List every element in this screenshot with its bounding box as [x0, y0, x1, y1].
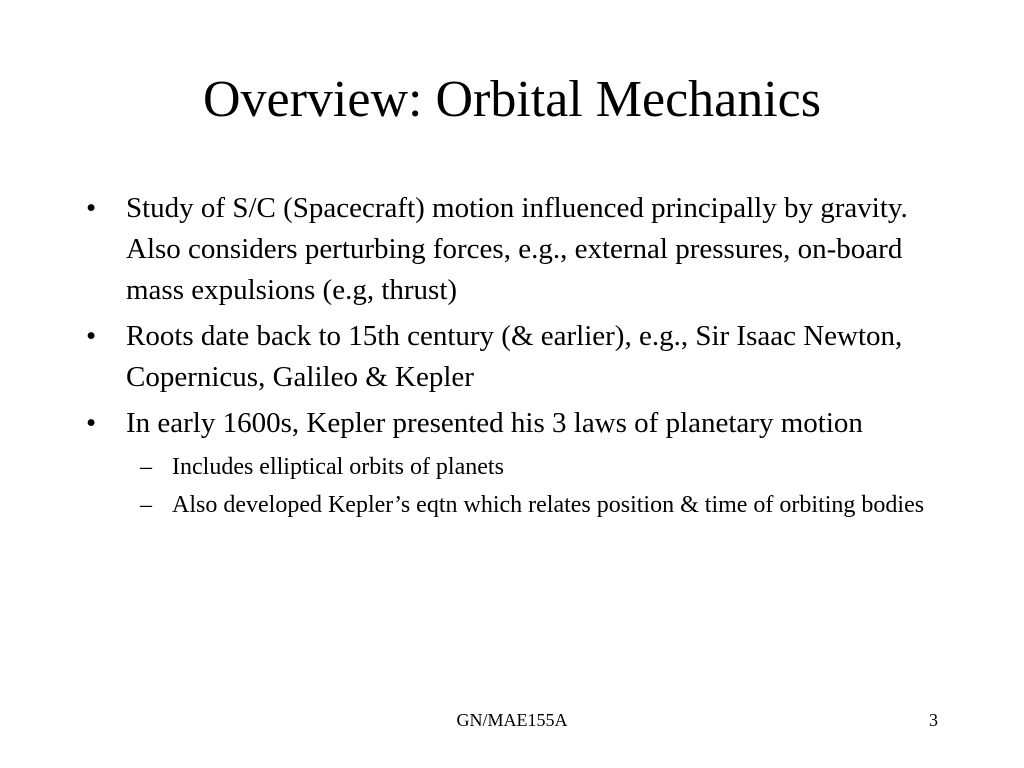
sub-bullet-list [126, 450, 954, 523]
sub-bullet-item [126, 488, 954, 523]
bullet-list [84, 188, 954, 528]
bullet-marker: • [86, 192, 97, 224]
bullet-item [84, 403, 954, 523]
page-number: 3 [929, 710, 938, 730]
bullet-item [84, 316, 954, 398]
bullet-item [84, 188, 954, 311]
sub-bullet-text: Includes elliptical orbits of planets [172, 454, 504, 480]
sub-bullet-marker: – [140, 454, 152, 480]
bullet-marker: • [86, 407, 97, 439]
bullet-marker: • [86, 320, 97, 352]
footer-course-code: GN/MAE155A [456, 710, 568, 730]
slide-title: Overview: Orbital Mechanics [202, 71, 821, 128]
sub-bullet-marker: – [140, 492, 152, 518]
bullet-text: Study of S/C (Spacecraft) motion influenced principally by gravity. Also considers perturbing forces, e.g., external pressures, on-board mass expulsions (e.g, thrust) [126, 192, 908, 306]
sub-bullet-item [126, 450, 954, 485]
bullet-text: Roots date back to 15th century (& earlier), e.g., Sir Isaac Newton, Copernicus, Galileo & Kepler [126, 320, 903, 393]
bullet-text: In early 1600s, Kepler presented his 3 laws of planetary motion [126, 407, 863, 439]
sub-bullet-text: Also developed Kepler’s eqtn which relates position & time of orbiting bodies [172, 492, 925, 518]
